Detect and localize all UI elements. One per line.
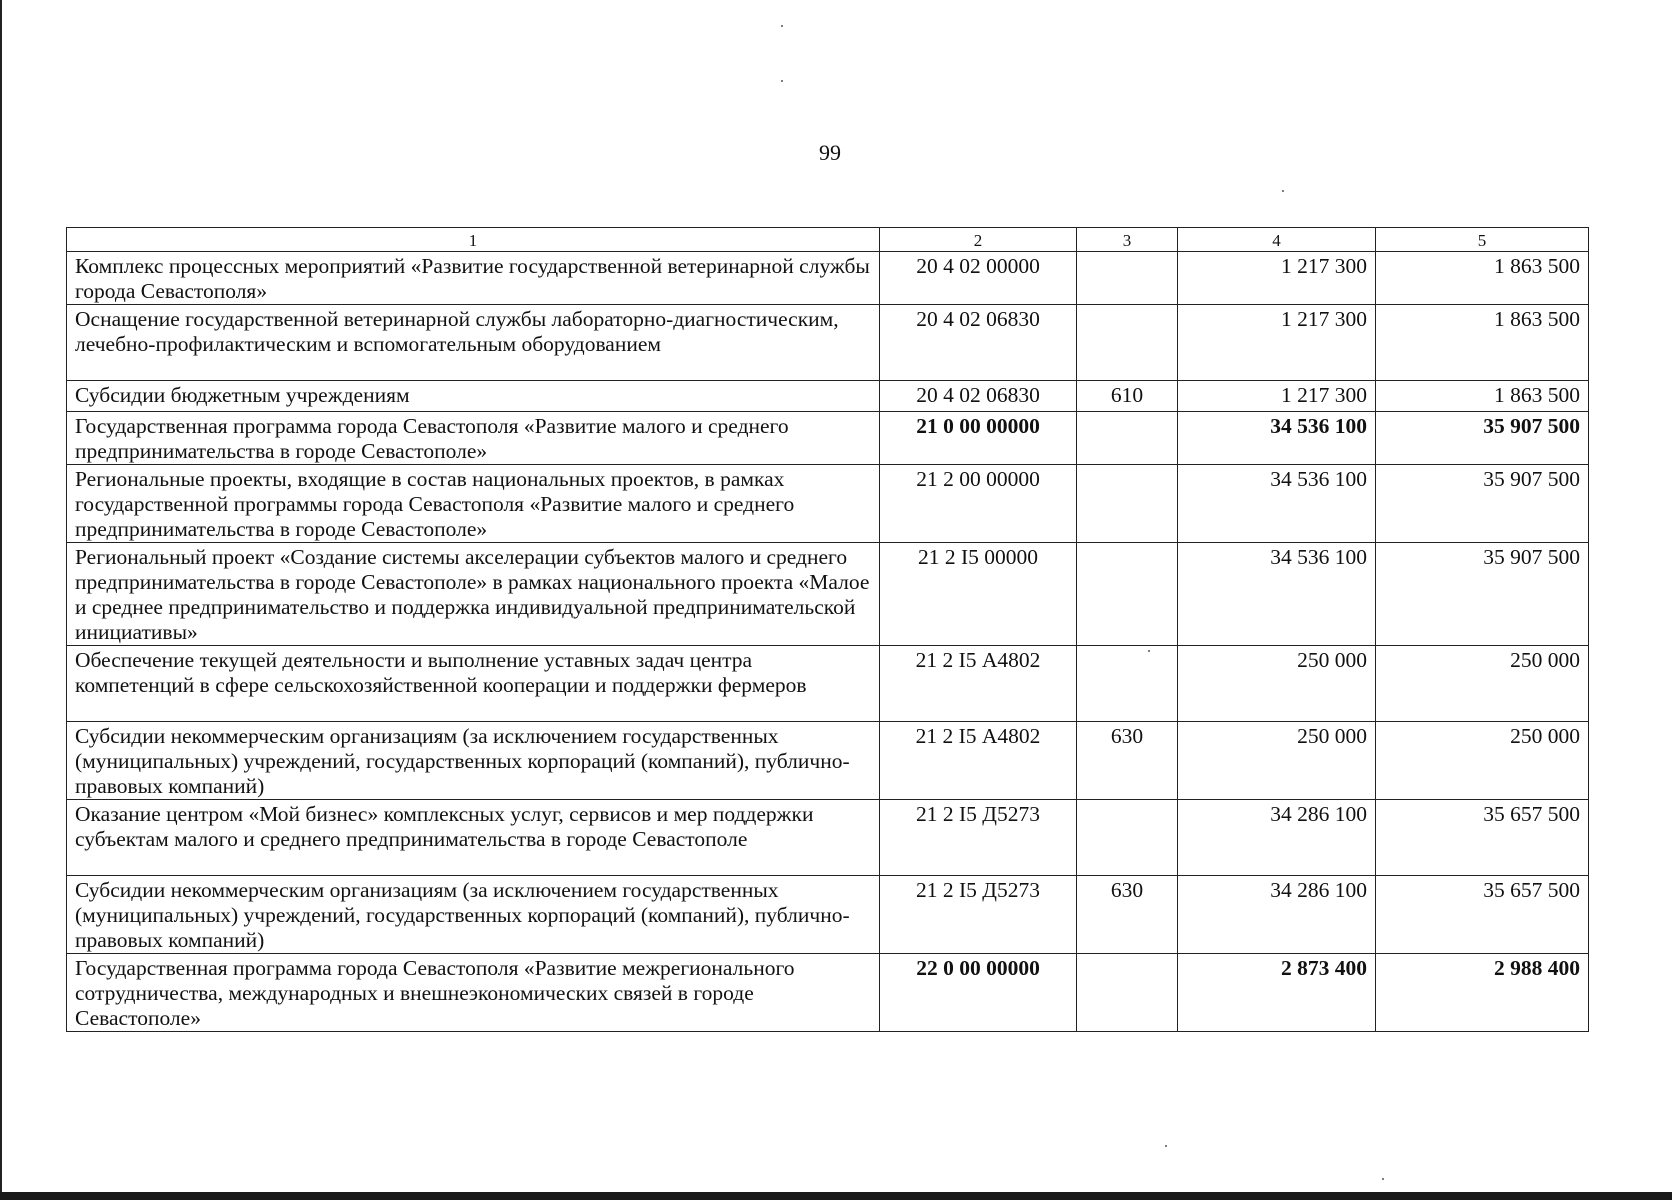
row-name-cell: Оснащение государственной ветеринарной службы лабораторно-диагностическим, лечебно-профилактическим и вспомогательным оборудованием (67, 305, 880, 381)
row-amount-col5-cell: 35 657 500 (1376, 800, 1589, 876)
row-name-cell: Обеспечение текущей деятельности и выполнение уставных задач центра компетенций в сфере сельскохозяйственной кооперации и поддержки фермеров (67, 646, 880, 722)
row-amount-col4-cell: 1 217 300 (1178, 381, 1376, 412)
row-code-cell: 21 0 00 00000 (880, 412, 1077, 465)
row-expense-type-cell (1077, 252, 1178, 305)
scan-speck (1165, 1145, 1167, 1147)
header-col-5: 5 (1376, 228, 1589, 252)
row-amount-col4-cell: 34 536 100 (1178, 543, 1376, 646)
header-col-2: 2 (880, 228, 1077, 252)
row-name-cell: Субсидии некоммерческим организациям (за исключением государственных (муниципальных) учреждений, государственных корпораций (компаний), публично-правовых компаний) (67, 876, 880, 954)
row-name-cell: Комплекс процессных мероприятий «Развитие государственной ветеринарной службы города Севастополя» (67, 252, 880, 305)
row-expense-type-cell: 610 (1077, 381, 1178, 412)
row-amount-col5-cell: 35 657 500 (1376, 876, 1589, 954)
row-code-cell: 20 4 02 06830 (880, 305, 1077, 381)
header-col-4: 4 (1178, 228, 1376, 252)
table-body (67, 252, 1589, 1032)
row-expense-type-cell (1077, 954, 1178, 1032)
row-amount-col5-cell: 2 988 400 (1376, 954, 1589, 1032)
row-amount-col5-cell: 1 863 500 (1376, 252, 1589, 305)
scan-edge-bottom (0, 1192, 1672, 1200)
row-amount-col4-cell: 34 536 100 (1178, 465, 1376, 543)
budget-table (66, 227, 1589, 1032)
row-code-cell: 21 2 I5 Д5273 (880, 876, 1077, 954)
scan-speck (1382, 1178, 1384, 1180)
row-expense-type-cell (1077, 543, 1178, 646)
scan-speck (781, 25, 783, 27)
row-amount-col5-cell: 35 907 500 (1376, 543, 1589, 646)
row-amount-col4-cell: 34 286 100 (1178, 876, 1376, 954)
row-code-cell: 21 2 I5 А4802 (880, 722, 1077, 800)
row-code-cell: 20 4 02 06830 (880, 381, 1077, 412)
row-amount-col5-cell: 1 863 500 (1376, 381, 1589, 412)
row-amount-col4-cell: 1 217 300 (1178, 305, 1376, 381)
scan-speck (1148, 650, 1150, 652)
table-row (67, 876, 1589, 954)
table-row (67, 465, 1589, 543)
row-amount-col4-cell: 2 873 400 (1178, 954, 1376, 1032)
row-expense-type-cell: 630 (1077, 876, 1178, 954)
row-expense-type-cell (1077, 646, 1178, 722)
row-code-cell: 21 2 I5 А4802 (880, 646, 1077, 722)
row-name-cell: Региональные проекты, входящие в состав национальных проектов, в рамках государственной программы города Севастополя «Развитие малого и среднего предпринимательства в городе Севастополе» (67, 465, 880, 543)
row-amount-col5-cell: 1 863 500 (1376, 305, 1589, 381)
table-row (67, 722, 1589, 800)
row-code-cell: 22 0 00 00000 (880, 954, 1077, 1032)
row-amount-col5-cell: 35 907 500 (1376, 412, 1589, 465)
table-row (67, 543, 1589, 646)
scan-speck (781, 80, 783, 82)
row-name-cell: Государственная программа города Севастополя «Развитие межрегионального сотрудничества, международных и внешнеэкономических связей в городе Севастополе» (67, 954, 880, 1032)
row-expense-type-cell (1077, 800, 1178, 876)
row-name-cell: Государственная программа города Севастополя «Развитие малого и среднего предпринимательства в городе Севастополе» (67, 412, 880, 465)
row-expense-type-cell: 630 (1077, 722, 1178, 800)
table-row (67, 800, 1589, 876)
row-amount-col5-cell: 250 000 (1376, 722, 1589, 800)
row-amount-col4-cell: 1 217 300 (1178, 252, 1376, 305)
table-row (67, 305, 1589, 381)
page-number: 99 (819, 140, 841, 165)
header-col-3: 3 (1077, 228, 1178, 252)
row-amount-col5-cell: 35 907 500 (1376, 465, 1589, 543)
row-amount-col4-cell: 250 000 (1178, 646, 1376, 722)
table-row (67, 252, 1589, 305)
row-amount-col4-cell: 34 286 100 (1178, 800, 1376, 876)
table-row (67, 412, 1589, 465)
row-amount-col4-cell: 250 000 (1178, 722, 1376, 800)
scan-edge-left (0, 0, 2, 1200)
row-code-cell: 21 2 I5 00000 (880, 543, 1077, 646)
row-expense-type-cell (1077, 412, 1178, 465)
row-expense-type-cell (1077, 465, 1178, 543)
header-col-1: 1 (67, 228, 880, 252)
row-amount-col4-cell: 34 536 100 (1178, 412, 1376, 465)
row-amount-col5-cell: 250 000 (1376, 646, 1589, 722)
scan-speck (1282, 190, 1284, 192)
table-row (67, 381, 1589, 412)
row-code-cell: 21 2 00 00000 (880, 465, 1077, 543)
table-row (67, 646, 1589, 722)
table-row (67, 954, 1589, 1032)
row-name-cell: Субсидии бюджетным учреждениям (67, 381, 880, 412)
row-code-cell: 21 2 I5 Д5273 (880, 800, 1077, 876)
row-name-cell: Оказание центром «Мой бизнес» комплексных услуг, сервисов и мер поддержки субъектам малого и среднего предпринимательства в городе Севастополе (67, 800, 880, 876)
row-code-cell: 20 4 02 00000 (880, 252, 1077, 305)
row-expense-type-cell (1077, 305, 1178, 381)
row-name-cell: Субсидии некоммерческим организациям (за исключением государственных (муниципальных) учреждений, государственных корпораций (компаний), публично-правовых компаний) (67, 722, 880, 800)
table-header-row (67, 228, 1589, 252)
row-name-cell: Региональный проект «Создание системы акселерации субъектов малого и среднего предпринимательства в городе Севастополе» в рамках национального проекта «Малое и среднее предпринимательство и поддержка индивидуальной предпринимательской инициативы» (67, 543, 880, 646)
